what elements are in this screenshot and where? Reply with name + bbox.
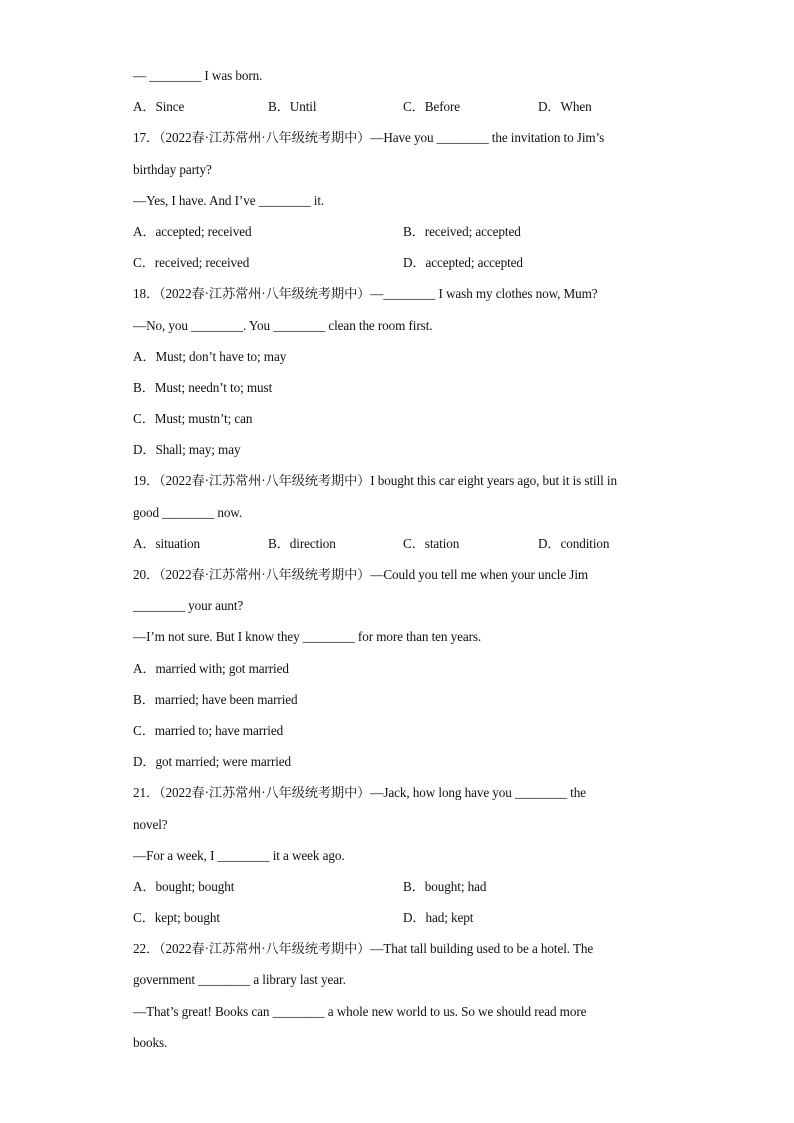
question-20-stem-cont: ________ your aunt?: [133, 598, 244, 614]
question-22-response-cont: books.: [133, 1034, 168, 1050]
option-d: D．When: [538, 99, 592, 115]
option-b: B．direction: [268, 535, 336, 551]
question-21-options-cd: [133, 902, 673, 933]
question-17-options-ab: [133, 216, 673, 247]
option-b: B．Must; needn’t to; must: [133, 379, 273, 395]
option-d: D．got married; were married: [133, 754, 292, 770]
question-18-response: —No, you ________. You ________ clean the room first.: [133, 317, 433, 333]
question-21-stem-cont: novel?: [133, 816, 168, 832]
option-d: D．condition: [538, 535, 610, 551]
option-a: A．married with; got married: [133, 660, 289, 676]
option-a: A．accepted; received: [133, 223, 252, 239]
option-a: A．Since: [133, 99, 185, 115]
option-b: B．received; accepted: [403, 223, 521, 239]
option-b: B．married; have been married: [133, 691, 298, 707]
question-16-options: [133, 91, 673, 122]
question-17-stem: 17．（2022春·江苏常州·八年级统考期中）—Have you ________ the invitation to Jim’s: [133, 130, 605, 146]
option-a: A．bought; bought: [133, 878, 235, 894]
question-19-stem-cont: good ________ now.: [133, 504, 243, 520]
option-c: C．Before: [403, 99, 461, 115]
option-b: B．Until: [268, 99, 317, 115]
question-17-response: —Yes, I have. And I’ve ________ it.: [133, 192, 325, 208]
question-21-stem: 21．（2022春·江苏常州·八年级统考期中）—Jack, how long have you ________ the: [133, 785, 586, 801]
option-d: D．Shall; may; may: [133, 442, 241, 458]
option-c: C．kept; bought: [133, 910, 220, 926]
question-22-stem: 22．（2022春·江苏常州·八年级统考期中）—That tall building used to be a hotel. The: [133, 941, 594, 957]
question-21-response: —For a week, I ________ it a week ago.: [133, 847, 345, 863]
question-16-answer-stem: — ________ I was born.: [133, 68, 263, 83]
option-a: A．situation: [133, 535, 201, 551]
question-17-options-cd: [133, 247, 673, 278]
option-c: C．Must; mustn’t; can: [133, 411, 253, 427]
document-page: [133, 60, 673, 1058]
question-22-response: —That’s great! Books can ________ a whole new world to us. So we should read more: [133, 1003, 587, 1019]
option-a: A．Must; don’t have to; may: [133, 348, 287, 364]
question-19-stem: 19．（2022春·江苏常州·八年级统考期中）I bought this car eight years ago, but it is still in: [133, 473, 617, 489]
option-c: C．married to; have married: [133, 722, 284, 738]
question-18-stem: 18．（2022春·江苏常州·八年级统考期中）—________ I wash my clothes now, Mum?: [133, 286, 598, 302]
option-b: B．bought; had: [403, 878, 487, 894]
option-c: C．received; received: [133, 255, 250, 271]
question-21-options-ab: [133, 871, 673, 902]
question-22-stem-cont: government ________ a library last year.: [133, 972, 346, 988]
question-20-stem: 20．（2022春·江苏常州·八年级统考期中）—Could you tell me when your uncle Jim: [133, 567, 589, 582]
option-d: D．had; kept: [403, 910, 474, 926]
question-19-options: [133, 528, 673, 559]
option-c: C．station: [403, 535, 460, 551]
question-17-stem-cont: birthday party?: [133, 161, 212, 177]
option-d: D．accepted; accepted: [403, 255, 523, 271]
question-20-response: —I’m not sure. But I know they ________ for more than ten years.: [133, 629, 482, 645]
